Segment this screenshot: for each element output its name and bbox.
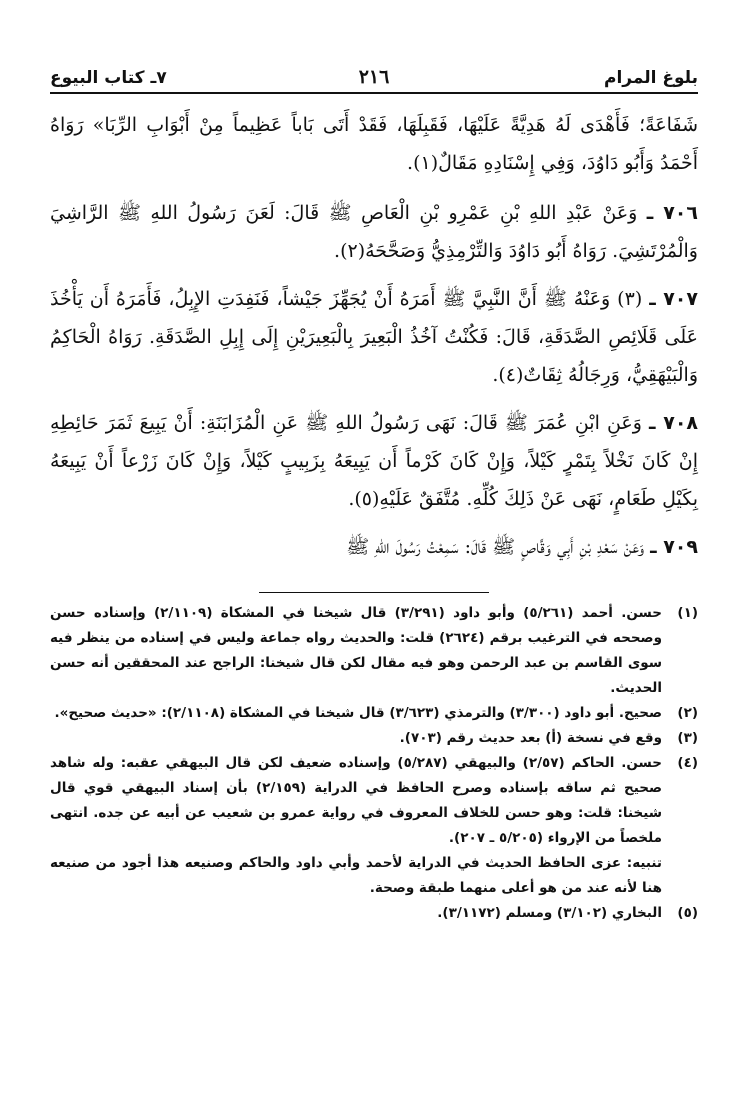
footnote-number: (٤) <box>677 755 698 771</box>
main-text <box>50 106 698 566</box>
hadith-number: ٧٠٨ ـ <box>649 412 699 434</box>
footnote-1 <box>50 601 698 701</box>
footnote-text: وقع في نسخة (أ) بعد حديث رقم (٧٠٣). <box>399 730 662 746</box>
hadith-number: ٧٠٩ ـ <box>650 536 698 558</box>
hadith-number: ٧٠٦ ـ <box>646 202 698 224</box>
book-title: بلوغ المرام <box>604 68 698 88</box>
footnote-text: تنبيه: عزى الحافظ الحديث في الدراية لأحمد وأبي داود والحاكم وصنيعه هذا أجود من صنيعه هنا لأنه عند من هو أعلى منهما طبقة وصحة. <box>50 855 662 896</box>
page <box>50 56 698 926</box>
footnote-separator <box>259 592 489 593</box>
footnote-3 <box>50 726 698 751</box>
footnote-2 <box>50 701 698 726</box>
footnote-text: حسن. الحاكم (٢/٥٧) والبيهقي (٥/٢٨٧) وإسناده ضعيف لكن قال البيهقي عقبه: وله شاهد صحيح ثم ساقه بإسناده وصرح الحافظ في الدراية (٢/١٥٩) بأن إسناد البيهقي قوي قال شيخنا: قلت: وهو حسن للخلاف المعروف في رواية عمرو بن شعيب عن أبيه عن جده. انتهى ملخصاً من الإرواء (٥/٢٠٥ ـ ٢٠٧). <box>50 755 662 846</box>
footnote-number: (١) <box>677 605 698 621</box>
hadith-707 <box>50 280 698 394</box>
footnote-text: حسن. أحمد (٥/٢٦١) وأبو داود (٣/٢٩١) قال شيخنا في المشكاة (٢/١١٠٩) وإسناده حسن وصححه في الترغيب برقم (٢٦٢٤) قلت: والحديث رواه جماعة وليس في إسناده من ينظر فيه سوى القاسم بن عبد الرحمن وهو فيه مقال لكن قال شيخنا: الراجح عند المحققين أنه حسن الحديث. <box>50 605 662 696</box>
hadith-text: وَعَنِ ابْنِ عُمَرَ ﷺ قَالَ: نَهَى رَسُولُ اللهِ ﷺ عَنِ الْمُزَابَنَةِ: أَنْ يَبِيعَ ثَمَرَ حَائِطِهِ إِنْ كَانَ نَخْلاً بِتَمْرٍ كَيْلاً، وَإِنْ كَانَ كَرْماً أَن يَبِيعَهُ بِزَبِيبٍ كَيْلاً، وَإِنْ كَانَ زَرْعاً أَنْ يَبِيعَهُ بِكَيْلِ طَعَامٍ، نَهَى عَنْ ذَلِكَ كُلِّهِ. مُتَّفَقٌ عَلَيْهِ(٥). <box>50 412 698 510</box>
footnotes <box>50 601 698 926</box>
page-number: ٢١٦ <box>358 66 390 88</box>
footnote-text: صحيح. أبو داود (٣/٣٠٠) والترمذي (٣/٦٢٣) قال شيخنا في المشكاة (٢/١١٠٨): «حديث صحيح». <box>54 705 662 721</box>
hadith-text: (٣) وَعَنْهُ ﷺ أَنَّ النَّبِيَّ ﷺ أَمَرَهُ أَنْ يُجَهِّزَ جَيْشاً، فَنَفِدَتِ الإِبِلُ، فَأَمَرَهُ أَن يَأْخُذَ عَلَى قَلَائِصِ الصَّدَقَةِ، قَالَ: فَكُنْتُ آخُذُ الْبَعِيرَ بِالْبَعِيرَيْنِ إِلَى إِبِلِ الصَّدَقَةِ. رَوَاهُ الْحَاكِمُ وَالْبَيْهَقِيُّ، وَرِجَالُهُ ثِقَاتٌ(٤). <box>50 288 698 386</box>
footnote-number: (٥) <box>677 905 698 921</box>
paragraph-continuation <box>50 106 698 182</box>
footnote-number: (٢) <box>677 705 698 721</box>
hadith-text: وَعَنْ سَعْدِ بْنِ أَبِي وَقَّاصٍ ﷺ قَالَ: سَمِعْتُ رَسُولَ اللهِ ﷺ <box>346 536 645 558</box>
footnote-number: (٣) <box>677 730 698 746</box>
hadith-709 <box>50 528 698 566</box>
hadith-number: ٧٠٧ ـ <box>649 288 698 310</box>
page-header <box>50 56 698 94</box>
paragraph-text: شَفَاعَةً؛ فَأَهْدَى لَهُ هَدِيَّةً عَلَيْهَا، فَقَبِلَهَا، فَقَدْ أَتَى بَاباً عَظِيماً مِنْ أَبْوَابِ الرِّبَا» رَوَاهُ أَحْمَدُ وَأَبُو دَاوُدَ، وَفِي إِسْنَادِهِ مَقَالٌ(١). <box>50 114 698 174</box>
footnote-5 <box>50 901 698 926</box>
footnote-4 <box>50 751 698 851</box>
hadith-706 <box>50 194 698 270</box>
chapter-title: ٧ـ كتاب البيوع <box>50 68 167 88</box>
footnote-4-notice <box>50 851 698 901</box>
hadith-text: وَعَنْ عَبْدِ اللهِ بْنِ عَمْرِو بْنِ الْعَاصِ ﷺ قَالَ: لَعَنَ رَسُولُ اللهِ ﷺ الرَّاشِيَ وَالْمُرْتَشِيَ. رَوَاهُ أَبُو دَاوُدَ وَالتِّرْمِذِيُّ وَصَحَّحَهُ(٢). <box>50 202 698 262</box>
hadith-708 <box>50 404 698 518</box>
footnote-text: البخاري (٣/١٠٢) ومسلم (٣/١١٧٢). <box>437 905 662 921</box>
